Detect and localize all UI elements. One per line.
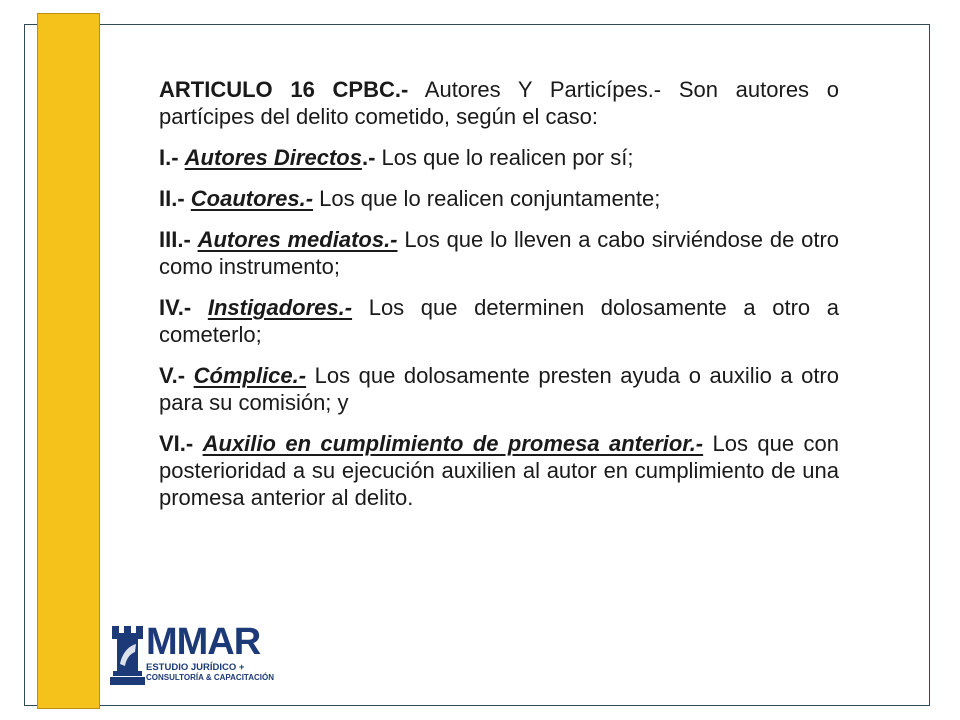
item-term: Autores Directos: [184, 145, 362, 170]
accent-bar: [37, 13, 100, 709]
item-term: Cómplice.-: [193, 363, 307, 388]
logo-name: MMAR: [146, 621, 261, 663]
item-term: Auxilio en cumplimiento de promesa anterior.-: [202, 431, 704, 456]
item-text: Los que lo lleven a cabo sirviéndose de otro como instrumento;: [159, 227, 840, 279]
article-heading: ARTICULO 16 CPBC.-: [159, 77, 409, 102]
item-number: III.-: [159, 227, 198, 252]
item-text: Los que lo realicen por sí;: [381, 145, 634, 170]
item-text: Los que con posterioridad a su ejecución auxilien al autor en cumplimiento de una promesa anterior al delito.: [159, 431, 839, 510]
item-number: IV.-: [159, 295, 208, 320]
logo-tagline-1: ESTUDIO JURÍDICO +: [146, 662, 245, 673]
item-term: Coautores.-: [190, 186, 314, 211]
company-logo: [108, 621, 274, 688]
list-item: [159, 362, 839, 416]
item-number: V.-: [159, 363, 194, 388]
list-item: [159, 144, 839, 171]
item-separator: [352, 295, 369, 320]
item-text: Los que dolosamente presten ayuda o auxilio a otro para su comisión; y: [159, 363, 839, 415]
list-item: [159, 430, 839, 511]
list-item: [159, 294, 839, 348]
article-intro: [159, 76, 839, 130]
article-text: [159, 76, 839, 525]
item-text: Los que lo realicen conjuntamente;: [319, 186, 661, 211]
item-number: II.-: [159, 186, 191, 211]
item-number: I.-: [159, 145, 185, 170]
item-text: Los que determinen dolosamente a otro a cometerlo;: [159, 295, 839, 347]
rook-chess-icon: [108, 624, 148, 686]
item-separator: [703, 431, 712, 456]
article-intro-text: Autores Y Particípes.- Son autores o partícipes del delito cometido, según el caso:: [159, 77, 839, 129]
item-separator: [306, 363, 315, 388]
list-item: [159, 226, 839, 280]
item-term: Instigadores.-: [207, 295, 353, 320]
item-number: VI.-: [159, 431, 203, 456]
item-separator: .-: [361, 145, 382, 170]
logo-tagline-2: CONSULTORÍA & CAPACITACIÓN: [146, 673, 274, 682]
item-term: Autores mediatos.-: [197, 227, 398, 252]
list-item: [159, 185, 839, 212]
